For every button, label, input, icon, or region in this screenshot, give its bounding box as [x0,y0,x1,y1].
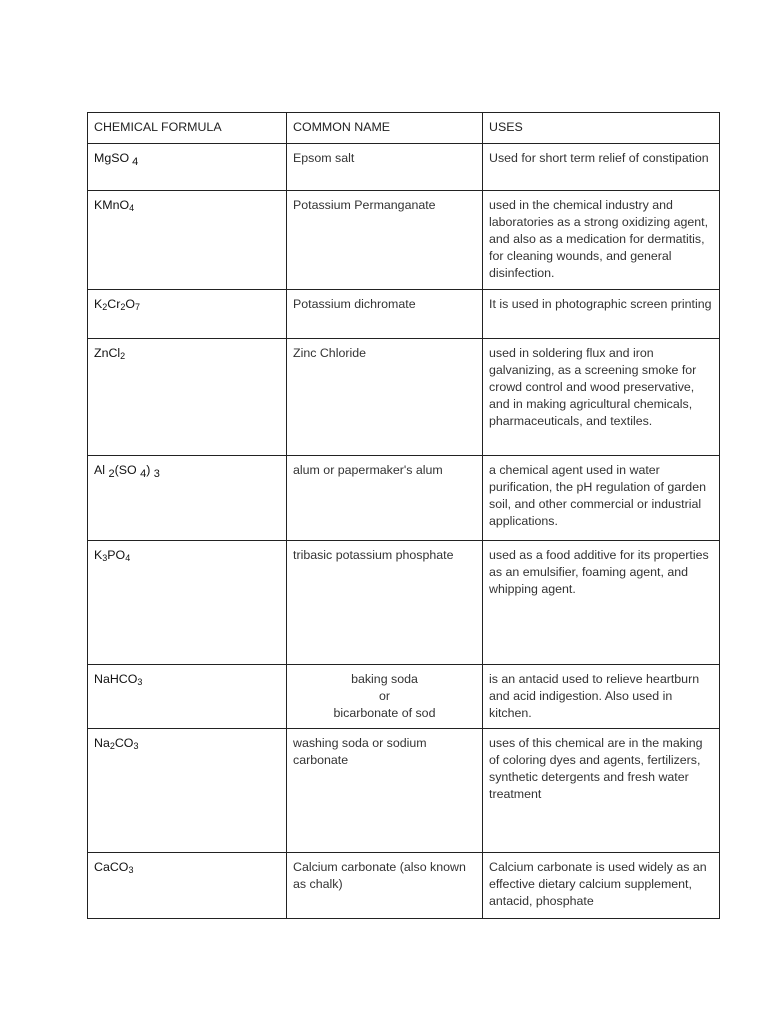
table-header-row [88,113,720,144]
name-line: or [378,689,391,703]
name-line: baking soda [351,672,418,686]
uses-cell: Used for short term relief of constipation [483,144,720,191]
formula-cell: K3PO4 [88,541,287,665]
common-name-cell: washing soda or sodium carbonate [287,729,483,853]
common-name-cell: Potassium dichromate [287,290,483,339]
table-row [88,665,720,729]
header-common-name: COMMON NAME [287,113,483,144]
formula-cell: CaCO3 [88,853,287,919]
formula-cell: Na2CO3 [88,729,287,853]
uses-cell: Calcium carbonate is used widely as an effective dietary calcium supplement, antacid, phosphate [483,853,720,919]
table-row [88,144,720,191]
formula-cell: NaHCO3 [88,665,287,729]
chemical-table [87,112,720,919]
formula-cell: Al 2(SO 4) 3 [88,456,287,541]
formula-subscript: 4 [129,156,139,168]
formula-text: KMnO [94,198,130,212]
uses-cell: used in the chemical industry and laboratories as a strong oxidizing agent, and also as a medication for dermatitis, for cleaning wounds, and general disinfection. [483,191,720,290]
uses-cell: used as a food additive for its properties as an emulsifier, foaming agent, and whipping agent. [483,541,720,665]
name-line: bicarbonate of sod [333,706,436,720]
common-name-cell: Zinc Chloride [287,339,483,456]
common-name-cell [287,665,483,729]
formula-cell: ZnCl2 [88,339,287,456]
uses-cell: a chemical agent used in water purification, the pH regulation of garden soil, and other commercial or industrial applications. [483,456,720,541]
header-formula: CHEMICAL FORMULA [88,113,287,144]
uses-cell: It is used in photographic screen printing [483,290,720,339]
common-name-cell: Epsom salt [287,144,483,191]
header-uses: USES [483,113,720,144]
table-row [88,456,720,541]
formula-cell [88,191,287,290]
uses-cell: uses of this chemical are in the making of coloring dyes and agents, fertilizers, synthetic detergents and fresh water treatment [483,729,720,853]
table-row [88,853,720,919]
uses-cell: is an antacid used to relieve heartburn and acid indigestion. Also used in kitchen. [483,665,720,729]
formula-subscript: 4 [129,203,135,213]
table-row [88,339,720,456]
formula-cell [88,144,287,191]
common-name-cell: alum or papermaker's alum [287,456,483,541]
table-row [88,290,720,339]
common-name-cell: tribasic potassium phosphate [287,541,483,665]
uses-cell: used in soldering flux and iron galvanizing, as a screening smoke for crowd control and wood preservative, and in making agricultural chemicals, pharmaceuticals, and textiles. [483,339,720,456]
formula-text: MgSO [94,151,130,165]
table-row [88,541,720,665]
table-row [88,191,720,290]
formula-cell: K2Cr2O7 [88,290,287,339]
common-name-cell: Potassium Permanganate [287,191,483,290]
common-name-cell: Calcium carbonate (also known as chalk) [287,853,483,919]
table-row [88,729,720,853]
